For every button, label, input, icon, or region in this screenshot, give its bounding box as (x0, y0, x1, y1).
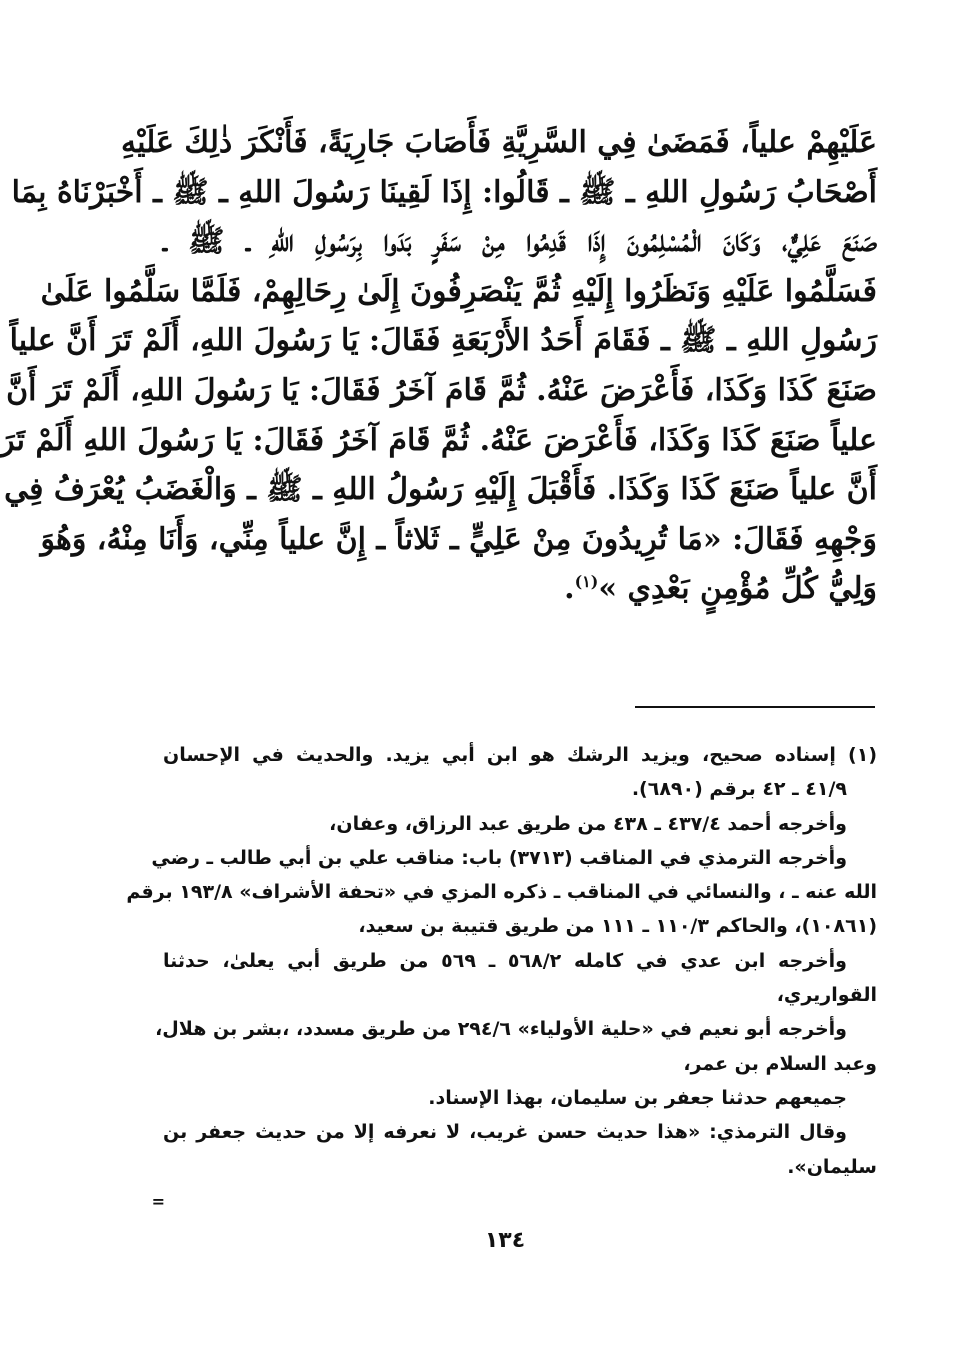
main-text-line: أَنَّ علياً صَنَعَ كَذَا وَكَذَا. فَأَقْبَلَ إِلَيْهِ رَسُولُ اللهِ ـ ﷺ ـ وَالْغَضَبُ يُعْرَفُ فِي (4, 472, 877, 508)
footnote-line: جميعهم حدثنا جعفر بن سليمان، بهذا الإسناد. (428, 1086, 847, 1109)
line-end-period: . (564, 571, 575, 607)
footnote-line: وأخرجه أبو نعيم في «حلية الأولياء» ٢٩٤/٦ من طريق مسدد، ،بشر بن هلال، (155, 1018, 847, 1041)
main-text-line: وَلِيُّ كُلِّ مُؤْمِنٍ بَعْدِي » (598, 571, 877, 607)
footnote-line: (١) إسناده صحيح، ويزيد الرشك هو ابن أبي يزيد. والحديث في الإحسان (163, 744, 877, 766)
footnote-line: القواريري، (776, 984, 877, 1007)
main-text-line: صَنَعَ كَذَا وَكَذَا، فَأَعْرَضَ عَنْهُ. ثُمَّ قَامَ آخَرُ فَقَالَ: يَا رَسُولَ اللهِ، أَلَمْ تَرَ أَنَّ (6, 372, 877, 408)
main-text-line: رَسُولِ اللهِ ـ ﷺ ـ فَقَامَ أَحَدُ الأَرْبَعَةِ فَقَالَ: يَا رَسُولَ اللهِ، أَلَمْ تَرَ أَنَّ علياً (9, 323, 877, 359)
footnote-line: وعبد السلام بن عمر، (683, 1052, 877, 1075)
main-text-line: أَصْحَابُ رَسُولِ اللهِ ـ ﷺ ـ قَالُوا: إِذَا لَقِينَا رَسُولَ اللهِ ـ ﷺ ـ أَخْبَرْنَاهُ بِمَا (11, 174, 877, 210)
main-text-line: عَلَيْهِمْ علياً، فَمَضَىٰ فِي السَّرِيَّةِ فَأَصَابَ جَارِيَةً، فَأَنْكَرَ ذٰلِكَ عَلَيْهِ (121, 125, 877, 160)
footnote-line: سليمان». (787, 1155, 877, 1178)
footnote-separator (635, 706, 875, 708)
main-text-line: وَجْهِهِ فَقَالَ: «مَا تُرِيدُونَ مِنْ عَلِيٍّ ـ ثَلاثاً ـ إِنَّ علياً مِنِّي، وَأَنَا مِنْهُ، وَهُوَ (40, 521, 877, 557)
main-text-line: علياً صَنَعَ كَذَا وَكَذَا، فَأَعْرَضَ عَنْهُ. ثُمَّ قَامَ آخَرُ فَقَالَ: يَا رَسُولَ اللهِ أَلَمْ تَرَ (0, 422, 877, 458)
footnote-line: وأخرجه أحمد ٤٣٧/٤ ـ ٤٣٨ من طريق عبد الرزاق، وعفان، (329, 812, 847, 835)
footnote-line: (١٠٨٦١)، والحاكم ١١٠/٣ ـ ١١١ من طريق قتيبة بن سعيد، (358, 915, 877, 938)
footnote-line: وأخرجه ابن عدي في كامله ٥٦٨/٢ ـ ٥٦٩ من طريق أبي يعلىٰ، حدثنا (163, 949, 847, 972)
page-number: ١٣٤ (484, 1228, 526, 1253)
main-text-block (0, 118, 877, 614)
main-text-last-line (163, 564, 877, 614)
footnote-marker: (١) (574, 572, 599, 592)
footnotes-block (126, 738, 877, 1184)
footnote-line: وأخرجه الترمذي في المناقب (٣٧١٣) باب: مناقب علي بن أبي طالب ـ رضي (151, 846, 847, 869)
continuation-mark: = (151, 1192, 165, 1211)
footnote-line: ٤١/٩ ـ ٤٢ برقم (٦٨٩٠). (631, 778, 847, 801)
footnote-line: وقال الترمذي: «هذا حديث حسن غريب، لا نعرفه إلا من حديث جعفر بن (163, 1121, 847, 1144)
main-text-line: صَنَعَ عَلِيٌّ، وَكَانَ الْمُسْلِمُونَ إِذَا قَدِمُوا مِنْ سَفَرٍ بَدَوا بِرَسُولِ اللهِ ـ ﷺ ـ (163, 224, 877, 260)
footnote-line: الله عنه ـ ، والنسائي في المناقب ـ ذكره المزي في «تحفة الأشراف» ١٩٣/٨ برقم (126, 881, 877, 904)
main-text-line: فَسَلَّمُوا عَلَيْهِ وَنَظَرُوا إِلَيْهِ ثُمَّ يَنْصَرِفُونَ إِلَىٰ رِحَالِهِمْ، فَلَمَّا سَلَّمُوا عَلَىٰ (40, 273, 877, 309)
